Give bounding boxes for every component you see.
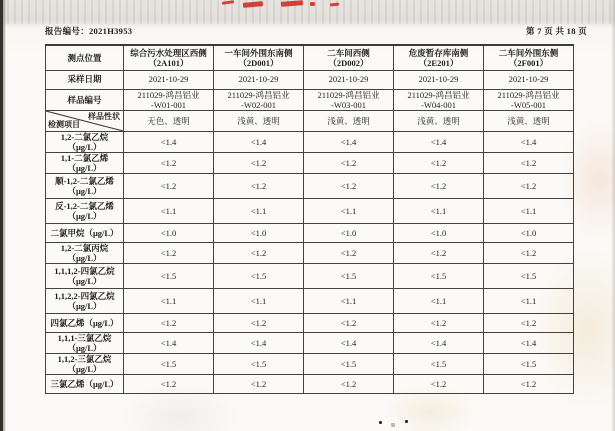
corner-label-sample-property: 样品性状: [88, 111, 120, 121]
sample-no-cell: 211029-鸿昌铝业 -W03-001: [304, 89, 394, 110]
scan-speck: [391, 423, 395, 427]
parameter-value: <1.4: [304, 332, 394, 353]
corner-label-test-item: 检测项目: [48, 120, 80, 130]
parameter-value: <1.0: [124, 223, 214, 242]
parameter-row: [46, 242, 574, 263]
parameter-label: 二氯甲烷（μg/L）: [46, 223, 124, 242]
parameter-value: <1.2: [304, 313, 394, 332]
parameter-row: [46, 288, 574, 313]
parameter-value: <1.2: [484, 313, 574, 332]
scan-edge-shadow-left: [0, 0, 6, 431]
row-header-date: 采样日期: [46, 70, 124, 89]
parameter-value: <1.4: [484, 332, 574, 353]
parameter-value: <1.1: [304, 198, 394, 223]
date-cell: 2021-10-29: [214, 70, 304, 89]
parameter-label: 反-1,2-二氯乙烯 （μg/L）: [46, 198, 124, 223]
appearance-row: [46, 110, 574, 131]
location-cell: 综合污水处理区西侧 （2A101）: [124, 45, 214, 70]
sample-no-cell: 211029-鸿昌铝业 -W02-001: [214, 89, 304, 110]
parameter-value: <1.1: [304, 288, 394, 313]
parameter-value: <1.5: [304, 353, 394, 374]
parameter-value: <1.5: [304, 263, 394, 288]
sample-no-cell: 211029-鸿昌铝业 -W04-001: [394, 89, 484, 110]
stamp-stroke: [222, 0, 234, 5]
parameter-row: [46, 152, 574, 173]
parameter-value: <1.1: [484, 198, 574, 223]
parameter-value: <1.2: [124, 374, 214, 393]
location-row: [46, 45, 574, 70]
date-cell: 2021-10-29: [304, 70, 394, 89]
parameter-row: [46, 313, 574, 332]
parameter-label: 1,1,2,2-四氯乙烷 （μg/L）: [46, 288, 124, 313]
parameter-label: 1,2-二氯丙烷（μg/L）: [46, 242, 124, 263]
parameter-value: <1.4: [304, 131, 394, 152]
page-meta-row: [45, 25, 587, 37]
parameter-value: <1.4: [124, 332, 214, 353]
parameter-value: <1.2: [124, 242, 214, 263]
parameter-value: <1.1: [484, 288, 574, 313]
parameter-value: <1.0: [484, 223, 574, 242]
parameter-label: 顺-1,2-二氯乙烯 （μg/L）: [46, 173, 124, 198]
parameter-row: [46, 263, 574, 288]
results-table: [45, 44, 574, 394]
appearance-cell: 浅黄、透明: [484, 110, 574, 131]
parameter-value: <1.2: [214, 173, 304, 198]
parameter-value: <1.2: [394, 173, 484, 198]
parameter-row: [46, 131, 574, 152]
parameter-value: <1.4: [394, 131, 484, 152]
parameter-row: [46, 332, 574, 353]
parameter-row: [46, 173, 574, 198]
parameter-value: <1.4: [214, 131, 304, 152]
parameter-value: <1.2: [214, 374, 304, 393]
parameter-value: <1.2: [484, 173, 574, 198]
parameter-row: [46, 353, 574, 374]
scan-speck: [379, 421, 382, 424]
stamp-stroke: [281, 0, 303, 7]
parameter-value: <1.2: [394, 242, 484, 263]
parameter-value: <1.5: [124, 263, 214, 288]
parameter-row: [46, 223, 574, 242]
location-cell: 一车间外围东南侧 （2D001）: [214, 45, 304, 70]
parameter-label: 1,1-二氯乙烯（μg/L）: [46, 152, 124, 173]
parameter-value: <1.0: [394, 223, 484, 242]
date-cell: 2021-10-29: [484, 70, 574, 89]
parameter-value: <1.2: [304, 152, 394, 173]
parameter-label: 1,2-二氯乙烷（μg/L）: [46, 131, 124, 152]
location-cell: 危废暂存库南侧 （2E201）: [394, 45, 484, 70]
parameter-value: <1.1: [214, 288, 304, 313]
page-indicator: 第 7 页 共 18 页: [526, 26, 587, 36]
parameter-value: <1.5: [394, 263, 484, 288]
parameter-label: 1,1,1,2-四氯乙烷 （μg/L）: [46, 263, 124, 288]
report-number: 报告编号：2021H3953: [45, 26, 133, 36]
parameter-value: <1.1: [394, 288, 484, 313]
appearance-cell: 无色、透明: [124, 110, 214, 131]
parameter-row: [46, 198, 574, 223]
parameter-value: <1.2: [484, 374, 574, 393]
sample-number-row: [46, 89, 574, 110]
parameter-value: <1.5: [484, 263, 574, 288]
date-cell: 2021-10-29: [394, 70, 484, 89]
location-cell: 二车间西侧 （2D002）: [304, 45, 394, 70]
parameter-value: <1.2: [484, 152, 574, 173]
parameter-value: <1.4: [124, 131, 214, 152]
date-row: [46, 70, 574, 89]
parameter-row: [46, 374, 574, 393]
parameter-value: <1.4: [484, 131, 574, 152]
parameter-value: <1.4: [394, 332, 484, 353]
parameter-value: <1.5: [214, 353, 304, 374]
row-header-sample-no: 样品编号: [46, 89, 124, 110]
parameter-value: <1.5: [124, 353, 214, 374]
parameter-value: <1.5: [484, 353, 574, 374]
parameter-value: <1.2: [304, 173, 394, 198]
parameter-label: 三氯乙烯（μg/L）: [46, 374, 124, 393]
appearance-cell: 浅黄、透明: [304, 110, 394, 131]
parameter-value: <1.2: [214, 313, 304, 332]
scan-edge-shadow-right: [611, 0, 615, 431]
stamp-stroke: [243, 1, 263, 8]
sample-no-cell: 211029-鸿昌铝业 -W05-001: [484, 89, 574, 110]
parameter-value: <1.2: [394, 152, 484, 173]
parameter-value: <1.2: [394, 374, 484, 393]
appearance-cell: 浅黄、透明: [394, 110, 484, 131]
stamp-stroke: [310, 2, 315, 6]
scan-speck: [405, 420, 408, 423]
parameter-value: <1.1: [124, 198, 214, 223]
parameter-value: <1.2: [214, 242, 304, 263]
parameter-value: <1.2: [124, 173, 214, 198]
parameter-value: <1.2: [124, 313, 214, 332]
parameter-value: <1.1: [214, 198, 304, 223]
appearance-cell: 浅黄、透明: [214, 110, 304, 131]
row-header-location: 测点位置: [46, 45, 124, 70]
location-cell: 二车间外围东侧 （2F001）: [484, 45, 574, 70]
parameters-body: [46, 131, 574, 393]
parameter-label: 四氯乙烯（μg/L）: [46, 313, 124, 332]
parameter-value: <1.1: [394, 198, 484, 223]
parameter-value: <1.0: [214, 223, 304, 242]
sample-no-cell: 211029-鸿昌铝业 -W01-001: [124, 89, 214, 110]
date-cell: 2021-10-29: [124, 70, 214, 89]
parameter-value: <1.2: [394, 313, 484, 332]
parameter-value: <1.5: [394, 353, 484, 374]
parameter-label: 1,1,1-三氯乙烷（μg/L）: [46, 332, 124, 353]
parameter-value: <1.2: [214, 152, 304, 173]
parameter-value: <1.2: [124, 152, 214, 173]
parameter-value: <1.1: [124, 288, 214, 313]
stamp-stroke: [330, 3, 339, 7]
parameter-value: <1.2: [484, 242, 574, 263]
parameter-label: 1,1,2-三氯乙烷（μg/L）: [46, 353, 124, 374]
parameter-value: <1.0: [304, 223, 394, 242]
header-body: [46, 45, 574, 131]
parameter-value: <1.4: [214, 332, 304, 353]
parameter-value: <1.2: [304, 374, 394, 393]
parameter-value: <1.5: [214, 263, 304, 288]
parameter-value: <1.2: [304, 242, 394, 263]
corner-header-cell: [46, 110, 124, 131]
